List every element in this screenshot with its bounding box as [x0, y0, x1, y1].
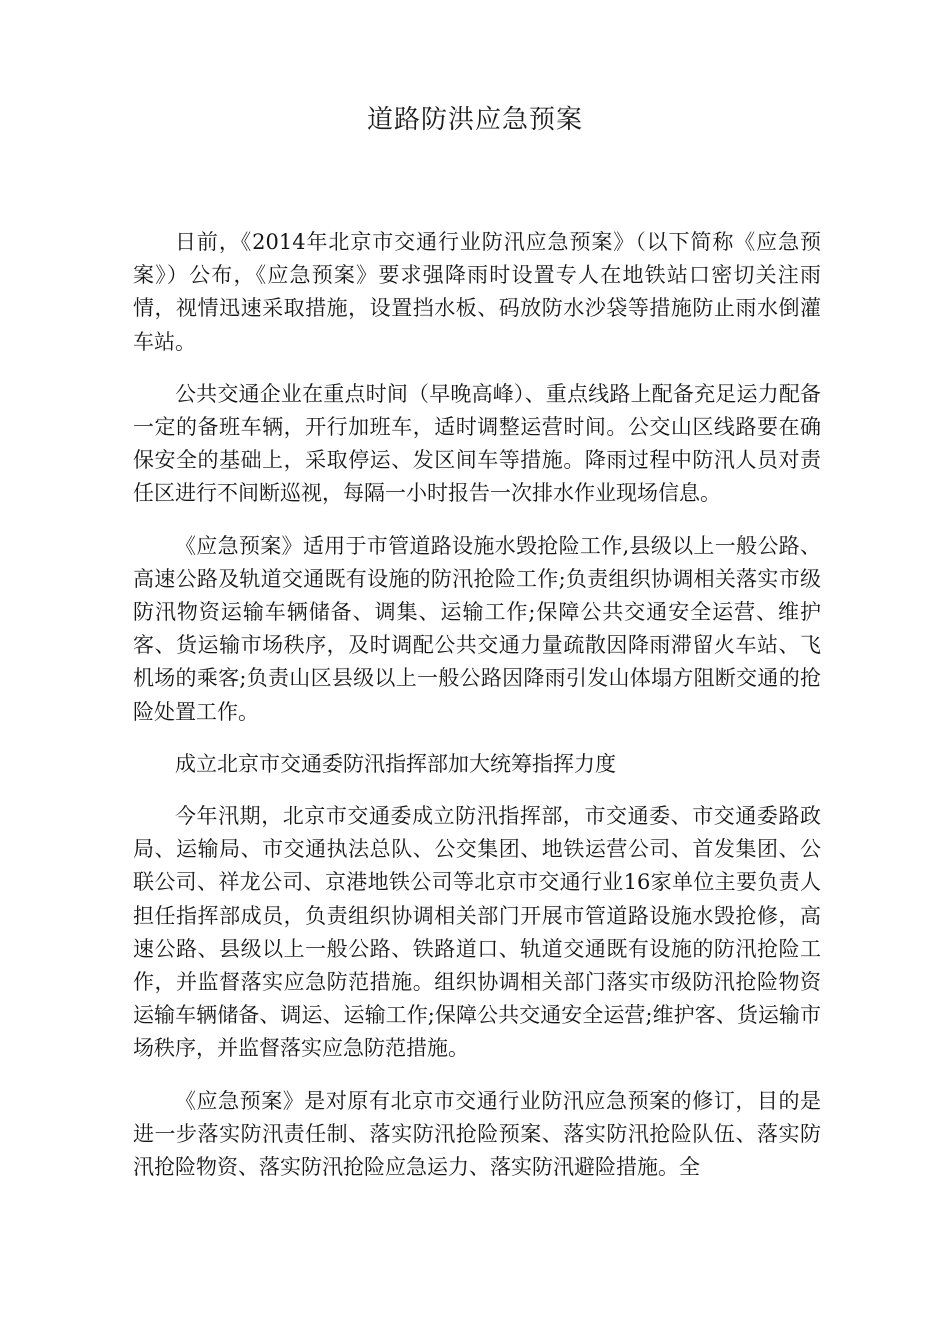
paragraph-public-transport: 公共交通企业在重点时间（早晚高峰）、重点线路上配备充足运力配备一定的备班车辆，开行加班车，适时调整运营时间。公交山区线路要在确保安全的基础上，采取停运、发区间车等措施。降雨过程中防汛人员对责任区进行不间断巡视，每隔一小时报告一次排水作业现场信息。: [133, 381, 821, 506]
paragraph-scope: 《应急预案》适用于市管道路设施水毁抢险工作,县级以上一般公路、高速公路及轨道交通既有设施的防汛抢险工作;负责组织协调相关落实市级防汛物资运输车辆储备、调集、运输工作;保障公共交通安全运营、维护客、货运输市场秩序，及时调配公共交通力量疏散因降雨滞留火车站、飞机场的乘客;负责山区县级以上一般公路因降雨引发山体塌方阻断交通的抢险处置工作。: [133, 533, 821, 724]
document-title: 道路防洪应急预案: [366, 105, 583, 135]
document-body: [133, 226, 821, 1203]
paragraph-announcement: 日前，《2014年北京市交通行业防汛应急预案》（以下简称《应急预案》）公布，《应急预案》要求强降雨时设置专人在地铁站口密切关注雨情，视情迅速采取措施，设置挡水板、码放防水沙袋等措施防止雨水倒灌车站。: [133, 230, 821, 354]
paragraph-revision-purpose: 《应急预案》是对原有北京市交通行业防汛应急预案的修订，目的是进一步落实防汛责任制、落实防汛抢险预案、落实防汛抢险队伍、落实防汛抢险物资、落实防汛抢险应急运力、落实防汛避险措施。全: [133, 1088, 821, 1180]
paragraph-command-members: 今年汛期，北京市交通委成立防汛指挥部，市交通委、市交通委路政局、运输局、市交通执法总队、公交集团、地铁运营公司、首发集团、公联公司、祥龙公司、京港地铁公司等北京市交通行业16家单位主要负责人担任指挥部成员，负责组织协调相关部门开展市管道路设施水毁抢修，高速公路、县级以上一般公路、铁路道口、轨道交通既有设施的防汛抢险工作，并监督落实应急防范措施。组织协调相关部门落实市级防汛抢险物资运输车辆储备、调运、运输工作;保障公共交通安全运营;维护客、货运输市场秩序，并监督落实应急防范措施。: [133, 804, 821, 1061]
section-heading-command: 成立北京市交通委防汛指挥部加大统筹指挥力度: [175, 751, 616, 776]
